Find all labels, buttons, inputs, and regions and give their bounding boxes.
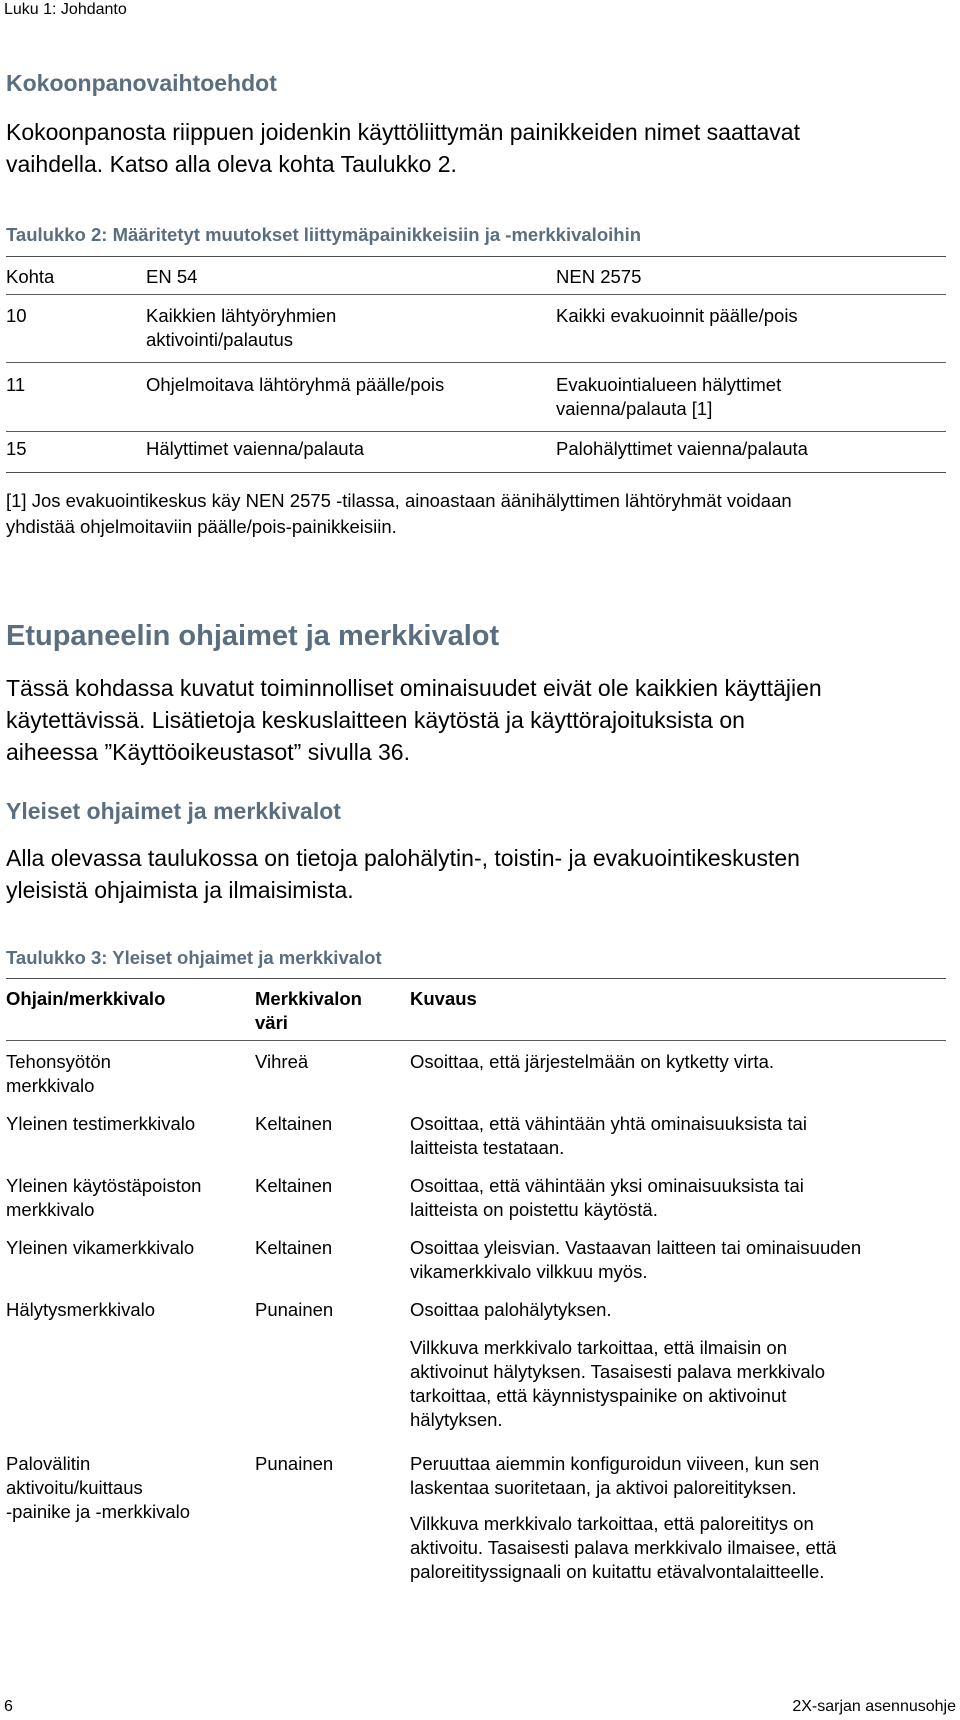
cell-line: Peruuttaa aiemmin konfiguroidun viiveen, kun sen <box>410 1453 820 1474</box>
table3-cell-color: Punainen <box>255 1299 334 1320</box>
cell-line: laitteista on poistettu käytöstä. <box>410 1199 658 1220</box>
table3-header-color <box>255 987 362 1035</box>
paragraph-line: Alla olevassa taulukossa on tietoja palohälytin-, toistin- ja evakuointikeskusten <box>6 845 800 871</box>
table3-cell-control <box>6 1174 201 1222</box>
document-title: 2X-sarjan asennusohje <box>792 1698 956 1715</box>
table3-cell-color: Vihreä <box>255 1051 309 1072</box>
table2-cell-en54 <box>146 304 336 352</box>
table3-cell-control: Yleinen vikamerkkivalo <box>6 1237 195 1258</box>
table3-cell-description-extra <box>410 1336 825 1432</box>
table2-row-rule <box>6 431 946 432</box>
table3-cell-color: Punainen <box>255 1453 334 1474</box>
table3-cell-color: Keltainen <box>255 1237 333 1258</box>
table3-cell-control <box>6 1050 111 1098</box>
cell-line: -painike ja -merkkivalo <box>6 1501 191 1522</box>
cell-line: Evakuointialueen hälyttimet <box>556 374 782 395</box>
cell-line: merkkivalo <box>6 1199 95 1220</box>
table3-header-rule <box>6 1040 946 1041</box>
cell-line: merkkivalo <box>6 1075 95 1096</box>
cell-line: Kaikkien lähtyöryhmien <box>146 305 337 326</box>
cell-line: aktivoinut hälytyksen. Tasaisesti palava merkkivalo <box>410 1361 826 1382</box>
table3-caption: Taulukko 3: Yleiset ohjaimet ja merkkivalot <box>6 947 382 968</box>
cell-line: Vilkkuva merkkivalo tarkoittaa, että ilmaisin on <box>410 1337 788 1358</box>
table2-header-en54: EN 54 <box>146 266 198 287</box>
running-header: Luku 1: Johdanto <box>4 1 127 18</box>
paragraph-line: aiheessa ”Käyttöoikeustasot” sivulla 36. <box>6 739 410 765</box>
table2-cell-nen2575: Palohälyttimet vaienna/palauta <box>556 438 808 459</box>
cell-line: tarkoittaa, että käynnistyspainike on aktivoinut <box>410 1385 787 1406</box>
page-number: 6 <box>4 1698 13 1715</box>
cell-line: vaienna/palauta [1] <box>556 398 713 419</box>
cell-line: Osoittaa yleisvian. Vastaavan laitteen tai ominaisuuden <box>410 1237 862 1258</box>
section-heading-configuration: Kokoonpanovaihtoehdot <box>6 70 277 96</box>
header-line: väri <box>255 1012 288 1033</box>
table2-header-rule <box>6 294 946 295</box>
cell-line: Yleinen käytöstäpoiston <box>6 1175 202 1196</box>
section-heading-general-controls: Yleiset ohjaimet ja merkkivalot <box>6 798 341 824</box>
table3-cell-description-extra <box>410 1512 836 1584</box>
table3-cell-control: Hälytysmerkkivalo <box>6 1299 156 1320</box>
table2-cell-en54: Hälyttimet vaienna/palauta <box>146 438 365 459</box>
table2-header-nen2575: NEN 2575 <box>556 266 642 287</box>
table2-cell-nen2575 <box>556 373 781 421</box>
paragraph-line: vaihdella. Katso alla oleva kohta Taulukko 2. <box>6 151 457 177</box>
paragraph-line: käytettävissä. Lisätietoja keskuslaitteen käytöstä ja käyttörajoituksista on <box>6 707 745 733</box>
section1-paragraph <box>6 116 946 180</box>
cell-line: Osoittaa, että vähintään yksi ominaisuuksista tai <box>410 1175 804 1196</box>
note-line: [1] Jos evakuointikeskus käy NEN 2575 -tilassa, ainoastaan äänihälyttimen lähtöryhmät voidaan <box>6 490 792 511</box>
table2-row-rule <box>6 362 946 363</box>
cell-line: Osoittaa, että vähintään yhtä ominaisuuksista tai <box>410 1113 807 1134</box>
table3-top-rule <box>6 978 946 979</box>
table2-cell-item: 15 <box>6 438 27 459</box>
table3-cell-description: Osoittaa, että järjestelmään on kytketty virta. <box>410 1051 774 1072</box>
table2-cell-nen2575: Kaikki evakuoinnit päälle/pois <box>556 305 798 326</box>
note-line: yhdistää ohjelmoitaviin päälle/pois-painikkeisiin. <box>6 516 397 537</box>
table2-header-item: Kohta <box>6 266 55 287</box>
cell-line: Palovälitin <box>6 1453 91 1474</box>
section2-paragraph <box>6 672 946 768</box>
section3-paragraph <box>6 842 946 906</box>
table2-cell-item: 10 <box>6 305 27 326</box>
section-heading-front-panel: Etupaneelin ohjaimet ja merkkivalot <box>6 620 500 652</box>
paragraph-line: yleisistä ohjaimista ja ilmaisimista. <box>6 877 354 903</box>
cell-line: paloreitityssignaali on kuitattu etävalvontalaitteelle. <box>410 1561 825 1582</box>
table3-cell-description <box>410 1236 861 1284</box>
table2-cell-item: 11 <box>6 374 26 395</box>
table2-top-rule <box>6 256 946 257</box>
cell-line: aktivoitu/kuittaus <box>6 1477 143 1498</box>
cell-line: hälytyksen. <box>410 1409 503 1430</box>
cell-line: Tehonsyötön <box>6 1051 111 1072</box>
table3-cell-color: Keltainen <box>255 1113 333 1134</box>
cell-line: Vilkkuva merkkivalo tarkoittaa, että paloreititys on <box>410 1513 814 1534</box>
header-line: Merkkivalon <box>255 988 362 1009</box>
table2-cell-en54: Ohjelmoitava lähtöryhmä päälle/pois <box>146 374 445 395</box>
table3-cell-color: Keltainen <box>255 1175 333 1196</box>
table2-bottom-rule <box>6 472 946 473</box>
cell-line: aktivoitu. Tasaisesti palava merkkivalo ilmaisee, että <box>410 1537 837 1558</box>
table3-header-description: Kuvaus <box>410 988 477 1009</box>
table3-cell-description: Osoittaa palohälytyksen. <box>410 1299 612 1320</box>
cell-line: laitteista testataan. <box>410 1137 565 1158</box>
table2-footnote <box>6 488 946 540</box>
cell-line: vikamerkkivalo vilkkuu myös. <box>410 1261 648 1282</box>
table3-header-control: Ohjain/merkkivalo <box>6 988 166 1009</box>
paragraph-line: Kokoonpanosta riippuen joidenkin käyttöliittymän painikkeiden nimet saattavat <box>6 119 800 145</box>
table3-cell-control: Yleinen testimerkkivalo <box>6 1113 196 1134</box>
table3-cell-description <box>410 1174 804 1222</box>
table3-cell-control <box>6 1452 190 1524</box>
table3-cell-description <box>410 1112 807 1160</box>
paragraph-line: Tässä kohdassa kuvatut toiminnolliset ominaisuudet eivät ole kaikkien käyttäjien <box>6 675 822 701</box>
table2-caption: Taulukko 2: Määritetyt muutokset liittymäpainikkeisiin ja -merkkivaloihin <box>6 224 642 245</box>
table3-cell-description <box>410 1452 819 1500</box>
cell-line: laskentaa suoritetaan, ja aktivoi paloreitityksen. <box>410 1477 797 1498</box>
cell-line: aktivointi/palautus <box>146 329 294 350</box>
